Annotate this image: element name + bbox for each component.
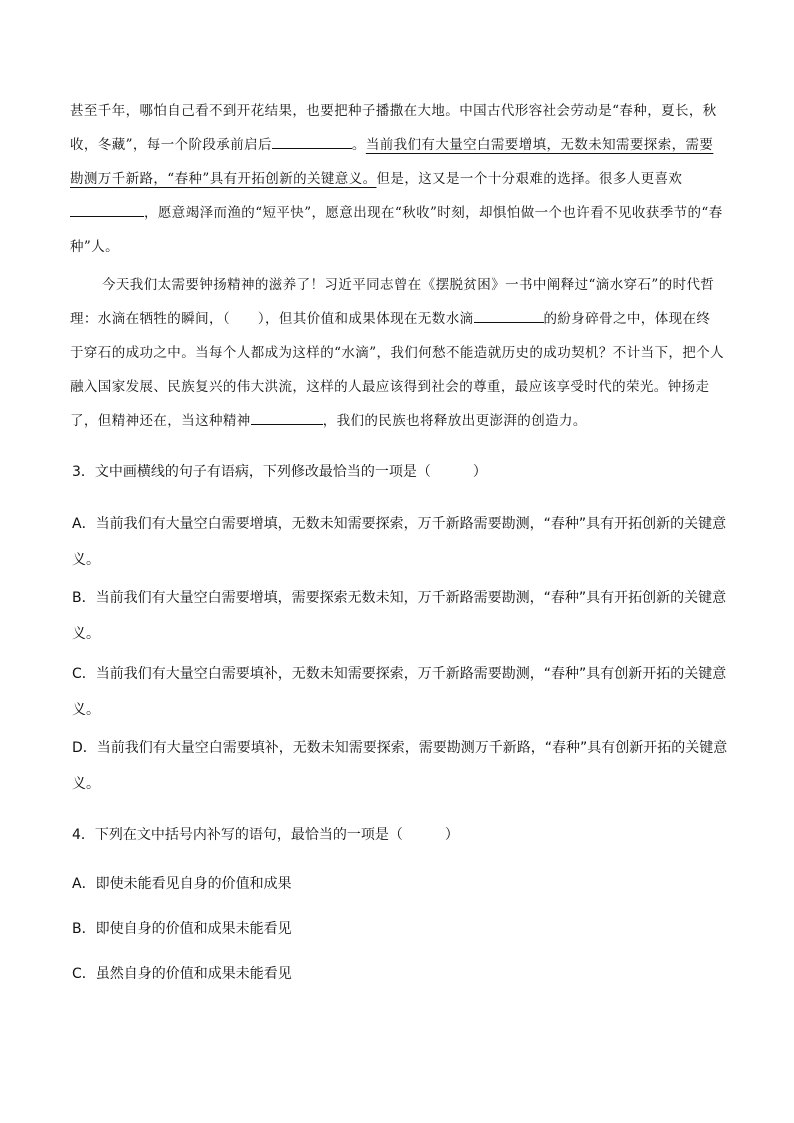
passage-text: 的紛身碎骨之中，体现在终于穿石的成功之中。当每个人都成为这样的“水滴”，我们何愁不能造就历史的成功契机？不计当下，把个人融入国家发展、民族复兴的伟大洪流，这样的人最应该得到社会的尊重，最应该享受时代的荣光。钟扬走了，但精神还在，当这种精神 xyxy=(70,311,725,429)
passage-text: 甚至千年，哪怕自己看不到开花结果，也要把种子播撒在大地。中国古代形容社会劳动是“春种，夏长，秋收，冬藏”，每一个阶段承前启后 xyxy=(70,103,717,153)
question-3-option-a[interactable]: A．当前我们有大量空白需要增填，无数未知需要探索，万千新路需要勘测，“春种”具有开拓创新的关键意义。 xyxy=(72,516,727,568)
passage-text: ，愿意竭泽而渔的“短平快”，愿意出现在“秋收”时刻，却惧怕做一个也许看不见收获季节的“春种”人。 xyxy=(70,205,723,255)
passage-paragraph-2 xyxy=(70,268,724,438)
passage-text: ，我们的民族也将释放出更澎湃的创造力。 xyxy=(322,413,587,429)
passage-paragraph-1 xyxy=(70,94,724,264)
fill-blank[interactable] xyxy=(474,310,544,323)
fill-blank[interactable] xyxy=(251,412,323,425)
question-3-stem: 3．文中画横线的句子有语病，下列修改最恰当的一项是（ ） xyxy=(72,464,487,480)
question-3-option-c[interactable]: C．当前我们有大量空白需要填补，无数未知需要探索，万千新路需要勘测，“春种”具有创新开拓的关键意义。 xyxy=(72,666,727,718)
passage-text: 但是，这又是一个十分艰难的选择。很多人更喜欢 xyxy=(376,171,683,187)
fill-blank[interactable] xyxy=(272,136,352,149)
question-3-option-b[interactable]: B．当前我们有大量空白需要增填，需要探索无数未知，万千新路需要勘测，“春种”具有开拓创新的关键意义。 xyxy=(72,590,727,642)
question-4-stem: 4．下列在文中括号内补写的语句，最恰当的一项是（ ） xyxy=(72,827,459,843)
fill-blank[interactable] xyxy=(70,204,144,217)
underlined-sentence: 当前我们有大量空白需要增填，无数未知需要探索，需要勘测万千新路，“春种”具有开拓创新的关键意义。 xyxy=(70,137,714,187)
question-3-option-d[interactable]: D．当前我们有大量空白需要填补，无数未知需要探索，需要勘测万千新路，“春种”具有创新开拓的关键意义。 xyxy=(72,740,728,792)
question-4-option-c[interactable]: C．虽然自身的价值和成果未能看见 xyxy=(72,966,292,982)
passage-text: 今天我们太需要钟扬精神的滋养了！习近平同志曾在《摆脱贫困》一书中阐释过“滴水穿石”的时代哲理：水滴在牺牲的瞬间，（ ），但其价值和成果体现在无数水滴 xyxy=(70,277,715,327)
passage-text: 。 xyxy=(351,137,366,153)
question-4-option-a[interactable]: A．即使未能看见自身的价值和成果 xyxy=(72,876,292,892)
question-4-option-b[interactable]: B．即使自身的价值和成果未能看见 xyxy=(72,921,292,937)
